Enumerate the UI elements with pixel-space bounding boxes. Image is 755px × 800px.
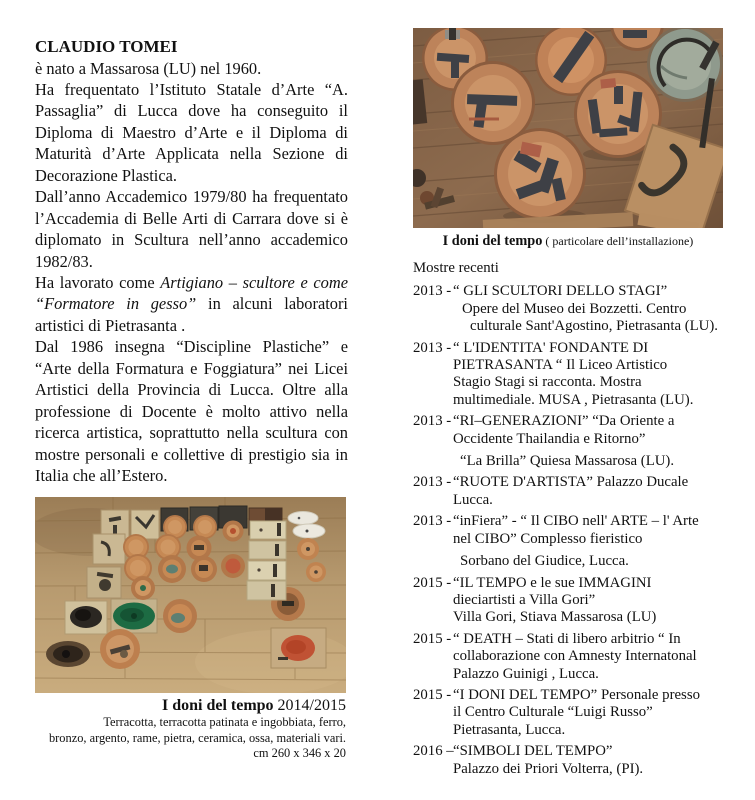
exhibition-line: Pietrasanta, Lucca. xyxy=(453,721,566,738)
exhibition-line: Palazzo dei Priori Volterra, (PI). xyxy=(453,760,644,777)
exhibition-year: 2013 - xyxy=(413,413,452,430)
exhibition-line: Opere del Museo dei Bozzetti. Centro xyxy=(462,300,687,317)
exhibition-entry xyxy=(413,575,755,627)
biography-block xyxy=(35,36,348,487)
left-caption-title: I doni del tempo xyxy=(161,697,274,714)
exhibition-line: “IL TEMPO e le sue IMMAGINI xyxy=(453,574,652,591)
exhibition-line: Palazzo Guinigi , Lucca. xyxy=(453,665,599,682)
exhibition-line: culturale Sant'Agostino, Pietrasanta (LU). xyxy=(470,318,718,335)
left-caption-dimensions: cm 260 x 346 x 20 xyxy=(253,746,346,761)
exhibition-line: “SIMBOLI DEL TEMPO” xyxy=(453,743,613,760)
green-glaze-disc xyxy=(111,599,157,633)
exhibition-line: collaborazione con Amnesty Internatonal xyxy=(453,648,697,665)
exhibition-entry xyxy=(413,283,755,335)
exhibition-line: multimediale. MUSA , Pietrasanta (LU). xyxy=(453,391,694,408)
exhibition-year: 2013 - xyxy=(413,339,452,356)
exhibition-entry xyxy=(413,631,755,683)
exhibition-entry xyxy=(413,474,755,509)
left-caption-materials-1: Terracotta, terracotta patinata e ingobbiata, ferro, xyxy=(103,715,346,729)
exhibition-year: 2013 - xyxy=(413,474,452,491)
right-caption-title: I doni del tempo xyxy=(442,233,543,249)
left-caption-materials-2: bronzo, argento, rame, pietra, ceramica, ossa, materiali vari. xyxy=(48,730,346,745)
left-caption-year: 2014/2015 xyxy=(273,697,346,714)
exhibition-line: “I DONI DEL TEMPO” Personale presso xyxy=(453,686,700,703)
right-caption-detail: ( particolare dell’installazione) xyxy=(542,234,694,248)
exhibition-entry xyxy=(413,340,755,410)
bio-paragraph-4-pre: Ha lavorato come xyxy=(35,273,161,293)
exhibition-entry xyxy=(413,687,755,739)
exhibition-line: “RUOTE D'ARTISTA” Palazzo Ducale xyxy=(453,474,689,491)
exhibition-line: Villa Gori, Stiava Massarosa (LU) xyxy=(453,609,657,626)
artist-name: CLAUDIO TOMEI xyxy=(35,37,178,56)
bio-paragraph-5: Dal 1986 insegna “Discipline Plastiche” e “Arte della Formatura e Foggiatura” nei Licei Artistici della Provincia di Lucca. Oltre alla professione di Docente è molto attivo nella ricerca artistica, soprattutto nella scultura con mostre personali e collettive di prestigio sia in Italia che all’Estero. xyxy=(35,337,348,486)
exhibition-line: “RI–GENERAZIONI” “Da Oriente a xyxy=(453,413,675,430)
exhibition-line: “La Brilla” Quiesa Massarosa (LU). xyxy=(460,453,675,470)
exhibition-year: 2015 - xyxy=(413,630,452,647)
exhibition-year: 2013 - xyxy=(413,513,452,530)
exhibition-line: Stagio Stagi si racconta. Mostra xyxy=(453,374,642,391)
installation-photo-floor xyxy=(35,497,346,693)
exhibition-line: Sorbano del Giudice, Lucca. xyxy=(460,553,629,570)
exhibition-line: PIETRASANTA “ Il Liceo Artistico xyxy=(453,357,668,374)
bio-paragraph-1: è nato a Massarosa (LU) nel 1960. xyxy=(35,58,262,78)
exhibition-year: 2016 – xyxy=(413,743,454,760)
bio-paragraph-3: Dall’anno Accademico 1979/80 ha frequentato l’Accademia di Belle Arti di Carrara dove si è diplomato in Scultura nell’anno accademico 1982/83. xyxy=(35,187,348,271)
exhibition-line: “ L'IDENTITA' FONDANTE DI xyxy=(453,339,649,356)
installation-photo-detail-svg xyxy=(413,28,723,228)
exhibition-entry xyxy=(413,413,755,470)
left-caption-title-line xyxy=(35,696,346,715)
exhibition-year: 2013 - xyxy=(413,283,452,300)
bio-paragraph-4-post: in alcuni laboratori artistici di Pietrasanta . xyxy=(35,294,348,335)
exhibitions-title: Mostre recenti xyxy=(413,260,499,276)
installation-photo-floor-svg xyxy=(35,497,346,693)
exhibition-entry xyxy=(413,743,755,778)
exhibition-line: Lucca. xyxy=(453,491,493,508)
right-artwork-caption xyxy=(403,233,733,250)
exhibition-line: “ GLI SCULTORI DELLO STAGI” xyxy=(453,283,668,300)
bio-paragraph-4-italic: Artigiano – scultore e come “Formatore in gesso” xyxy=(35,273,348,314)
installation-photo-detail xyxy=(413,28,723,228)
exhibition-year: 2015 - xyxy=(413,574,452,591)
exhibition-line: dieciartisti a Villa Gori” xyxy=(453,591,596,608)
bio-paragraph-2: Ha frequentato l’Istituto Statale d’Arte “A. Passaglia” di Lucca dove ha conseguito il Diploma di Maestro d’Arte e il Diploma di Maturità d’Arte Applicata nella Sezione di Decorazione Plastica. xyxy=(35,79,348,185)
exhibitions-list xyxy=(413,260,755,782)
exhibition-line: Occidente Thailandia e Ritorno” xyxy=(453,430,646,447)
exhibition-line: il Centro Culturale “Luigi Russo” xyxy=(453,704,653,721)
exhibition-line: “inFiera” - “ Il CIBO nell' ARTE – l' Arte xyxy=(453,513,699,530)
exhibition-entry xyxy=(413,513,755,570)
exhibition-line: nel CIBO” Complesso fieristico xyxy=(453,530,643,547)
exhibition-year: 2015 - xyxy=(413,686,452,703)
exhibition-line: “ DEATH – Stati di libero arbitrio “ In xyxy=(453,630,681,647)
left-artwork-caption xyxy=(35,696,346,762)
red-glaze-tile xyxy=(271,628,326,668)
bio-paragraph-4 xyxy=(35,272,348,336)
dark-bowl xyxy=(46,641,90,667)
